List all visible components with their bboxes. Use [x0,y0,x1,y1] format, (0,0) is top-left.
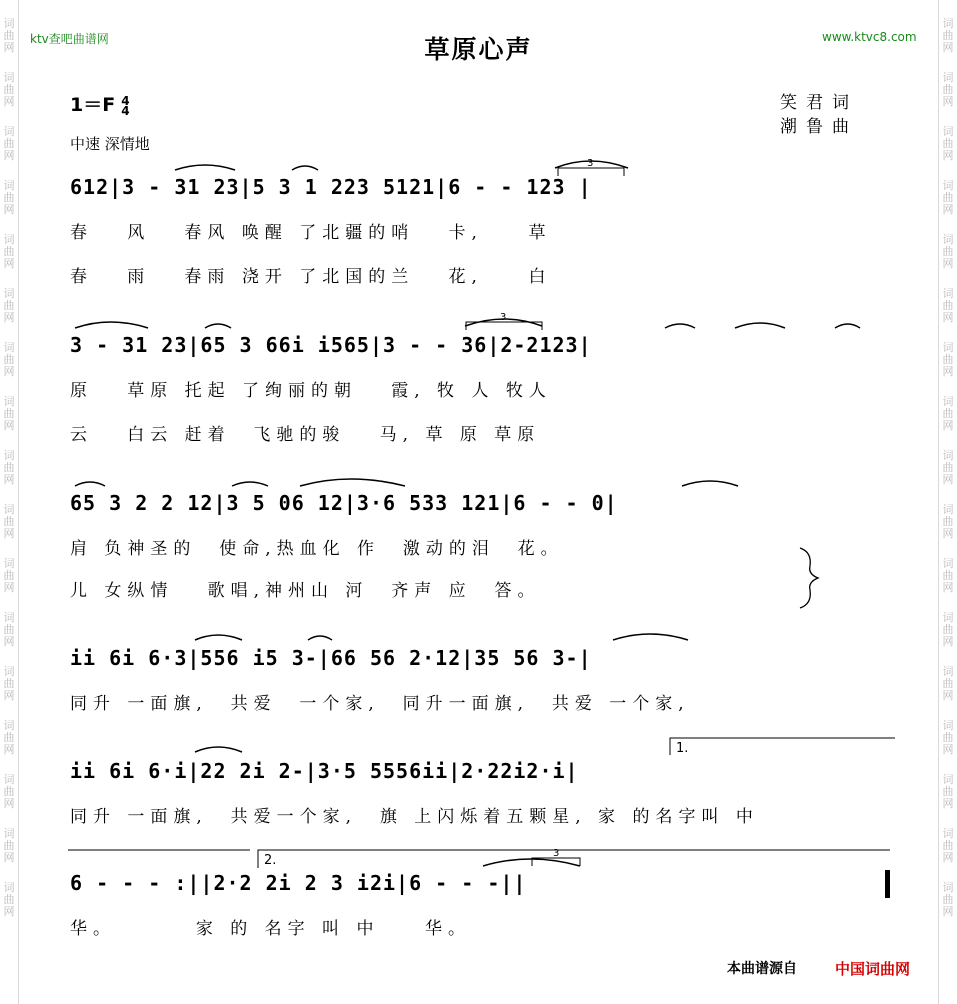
side-watermark-text: 词 曲 网 [942,449,954,486]
side-watermark-text: 词 曲 网 [3,503,15,540]
tie [735,323,785,328]
tie [75,482,105,486]
tuplet-number: 3 [553,848,560,859]
side-watermark-text: 词 曲 网 [3,611,15,648]
tie [195,747,242,752]
tie [308,636,332,640]
tie [232,482,268,486]
tie [205,324,231,328]
tempo-marking: 中速 深情地 [70,135,150,153]
lyrics-line-4: 同升 一面旗, 共爱 一个家, 同升一面旗, 共爱 一个家, [70,694,690,714]
meter-top: 4 [121,93,130,108]
tie [300,479,405,486]
source-label: 本曲谱源自 [727,961,797,977]
side-watermark-text: 词 曲 网 [942,71,954,108]
lyrics-line-2a: 原 草原 托起 了绚丽的朝 霞, 牧 人 牧人 [70,381,552,401]
score-line-4: ii 6i 6·3|556 i5 3-|66 56 2·12|35 56 3-| [70,646,592,670]
side-watermark-text: 词 曲 网 [942,827,954,864]
side-watermark-text: 词 曲 网 [942,503,954,540]
side-watermark-text: 词 曲 网 [3,395,15,432]
tie [292,166,318,170]
tie [613,634,688,640]
side-watermark-text: 词 曲 网 [942,773,954,810]
side-watermark-text: 词 曲 网 [942,341,954,378]
side-watermark-text: 词 曲 网 [942,125,954,162]
tie [835,324,860,328]
side-watermark-text: 词 曲 网 [3,557,15,594]
lyrics-line-1b: 春 雨 春雨 浇开 了北国的兰 花, 白 [70,267,552,287]
tie [665,324,695,328]
side-watermark-text: 词 曲 网 [942,287,954,324]
tie [175,165,235,170]
score-line-1: 612|3 - 31 23|5 3 1 223 5121|6 - - 123 | [70,175,592,199]
tuplet-number: 3 [587,158,594,169]
side-watermark-text: 词 曲 网 [3,827,15,864]
lyrics-line-1a: 春 风 春风 唤醒 了北疆的哨 卡, 草 [70,223,552,243]
side-watermark-text: 词 曲 网 [3,287,15,324]
tuplet-number: 3 [500,312,507,323]
lyrics-line-3b: 儿 女纵情 歌唱,神州山 河 齐声 应 答。 [70,581,541,601]
meter-bottom: 4 [121,103,130,118]
final-barline [885,870,890,898]
side-watermark-text: 词 曲 网 [3,71,15,108]
side-watermark-text: 词 曲 网 [3,233,15,270]
score-line-3: 65 3 2 2 12|3 5 06 12|3·6 533 121|6 - - 0| [70,491,618,515]
side-watermark-text: 词 曲 网 [942,17,954,54]
side-watermark-text: 词 曲 网 [942,395,954,432]
tie [682,481,738,486]
composer-credit: 潮鲁曲 [780,117,858,137]
left-site-link[interactable]: ktv查吧曲谱网 [30,32,109,46]
lyrics-brace [800,548,818,608]
lyrics-line-5: 同升 一面旗, 共爱一个家, 旗 上闪烁着五颗星, 家 的名字叫 中 [70,807,759,827]
lyrics-line-2b: 云 白云 赶着 飞驰的骏 马, 草 原 草原 [70,425,541,445]
volta-first-bracket [670,738,895,755]
key-text: 1＝F [70,94,116,116]
side-watermark-text: 词 曲 网 [942,557,954,594]
side-watermark-text: 词 曲 网 [3,125,15,162]
side-watermark-text: 词 曲 网 [942,179,954,216]
song-title: 草原心声 [424,35,533,64]
tuplet-bracket [466,322,542,330]
score-line-2: 3 - 31 23|65 3 66i i565|3 - - 36|2-2123| [70,333,592,357]
side-watermark-text: 词 曲 网 [3,773,15,810]
lyrics-line-3a: 肩 负神圣的 使命,热血化 作 激动的泪 花。 [70,539,564,559]
score-line-6: 6 - - - :||2·2 2i 2 3 i2i|6 - - -|| [70,871,527,895]
side-watermark-text: 词 曲 网 [942,881,954,918]
volta-first-number: 1. [676,741,689,756]
side-watermark-text: 词 曲 网 [942,233,954,270]
tie [75,322,148,328]
tie [195,635,242,640]
volta-second-bracket [258,850,890,868]
side-watermark-text: 词 曲 网 [3,449,15,486]
side-watermark-text: 词 曲 网 [3,179,15,216]
side-watermark-text: 词 曲 网 [3,17,15,54]
side-watermark-text: 词 曲 网 [3,881,15,918]
score-line-5: ii 6i 6·i|22 2i 2-|3·5 5556ii|2·22i2·i| [70,759,579,783]
lyricist-credit: 笑君词 [780,93,858,113]
volta-second-number: 2. [264,853,277,868]
side-watermark-text: 词 曲 网 [942,665,954,702]
side-watermark-text: 词 曲 网 [942,719,954,756]
tuplet-bracket [558,168,624,176]
source-site-link[interactable]: 中国词曲网 [835,960,911,978]
side-watermark-text: 词 曲 网 [3,719,15,756]
right-site-link[interactable]: www.ktvc8.com [822,30,917,44]
side-watermark-text: 词 曲 网 [3,341,15,378]
lyrics-line-6: 华。 家 的 名字 叫 中 华。 [70,919,472,939]
side-watermark-text: 词 曲 网 [3,665,15,702]
side-watermark-text: 词 曲 网 [942,611,954,648]
